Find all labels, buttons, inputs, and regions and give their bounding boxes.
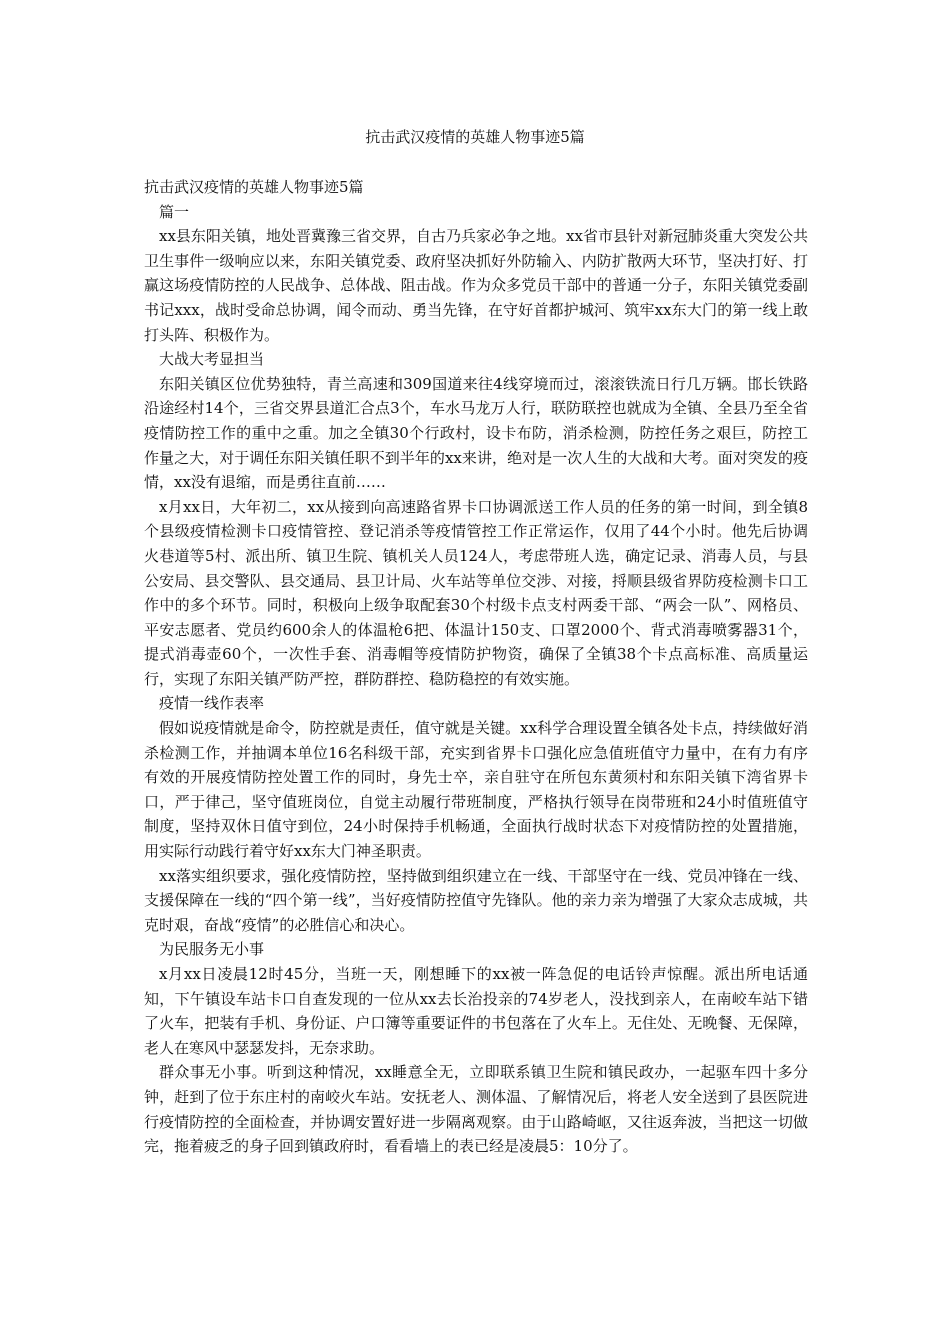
- paragraph: x月xx日，大年初二，xx从接到向高速路省界卡口协调派送工作人员的任务的第一时间，到全镇8个县级疫情检测卡口疫情管控、登记消杀等疫情管控工作正常运作，仅用了44个小时。他先后协调火巷道等5村、派出所、镇卫生院、镇机关人员124人，考虑带班人选，确定记录、消毒人员，与县公安局、县交警队、县交通局、县卫计局、火车站等单位交涉、对接，捋顺县级省界防疫检测卡口工作中的多个环节。同时，积极向上级争取配套30个村级卡点支村两委干部、“两会一队”、网格员、平安志愿者、党员约600余人的体温枪6把、体温计150支、口罩2000个、背式消毒喷雾器31个，提式消毒壶60个，一次性手套、消毒帽等疫情防护物资，确保了全镇38个卡点高标准、高质量运行，实现了东阳关镇严防严控，群防群控、稳防稳控的有效实施。: [144, 497, 808, 688]
- paragraph: 东阳关镇区位优势独特，青兰高速和309国道来往4线穿境而过，滚滚铁流日行几万辆。邯长铁路沿途经村14个，三省交界县道汇合点3个，车水马龙万人行，联防联控也就成为全镇、全县乃至全省疫情防控工作的重中之重。加之全镇30个行政村，设卡布防，消杀检测，防控任务之艰巨，防控工作量之大，对于调任东阳关镇任职不到半年的xx来讲，绝对是一次人生的大战和大考。面对突发的疫情，xx没有退缩，而是勇往直前……: [144, 374, 808, 492]
- paragraph: 假如说疫情就是命令，防控就是责任，值守就是关键。xx科学合理设置全镇各处卡点，持续做好消杀检测工作，并抽调本单位16名科级干部，充实到省界卡口强化应急值班值守力量中，在有力有序有效的开展疫情防控处置工作的同时，身先士卒，亲自驻守在所包东黄须村和东阳关镇下湾省界卡口，严于律己，坚守值班岗位，自觉主动履行带班制度，严格执行领导在岗带班和24小时值班值守制度，坚持双休日值守到位，24小时保持手机畅通，全面执行战时状态下对疫情防控的处置措施，用实际行动践行着守好xx东大门神圣职责。: [144, 719, 808, 861]
- section-heading: 疫情一线作表率: [159, 694, 265, 713]
- paragraph: x月xx日凌晨12时45分，当班一天，刚想睡下的xx被一阵急促的电话铃声惊醒。派出所电话通知，下午镇设车站卡口自查发现的一位从xx去长治投亲的74岁老人，没找到亲人，在南峧车站下错了火车，把装有手机、身份证、户口簿等重要证件的书包落在了火车上。无住处、无晚餐、无保障，老人在寒风中瑟瑟发抖，无奈求助。: [144, 965, 808, 1057]
- document-title: 抗击武汉疫情的英雄人物事迹5篇: [365, 128, 585, 146]
- document-subtitle: 抗击武汉疫情的英雄人物事迹5篇: [144, 178, 364, 196]
- section-heading: 篇一: [159, 202, 190, 221]
- section-heading: 为民服务无小事: [159, 940, 265, 959]
- paragraph: xx落实组织要求，强化疫情防控，坚持做到组织建立在一线、干部坚守在一线、党员冲锋在一线、支援保障在一线的“四个第一线”，当好疫情防控值守先锋队。他的亲力亲为增强了大家众志成城，共克时艰，奋战“疫情”的必胜信心和决心。: [144, 866, 808, 934]
- document-body: [144, 175, 808, 1159]
- section-heading: 大战大考显担当: [159, 350, 265, 369]
- paragraph: 群众事无小事。听到这种情况，xx睡意全无，立即联系镇卫生院和镇民政办，一起驱车四十多分钟，赶到了位于东庄村的南峧火车站。安抚老人、测体温、了解情况后，将老人安全送到了县医院进行疫情防控的全面检查，并协调安置好进一步隔离观察。由于山路崎岖，又往返奔波，当把这一切做完，拖着疲乏的身子回到镇政府时，看看墙上的表已经是凌晨5：10分了。: [144, 1063, 808, 1156]
- paragraph: xx县东阳关镇，地处晋冀豫三省交界，自古乃兵家必争之地。xx省市县针对新冠肺炎重大突发公共卫生事件一级响应以来，东阳关镇党委、政府坚决抓好外防输入、内防扩散两大环节，坚决打好、打赢这场疫情防控的人民战争、总体战、阻击战。作为众多党员干部中的普通一分子，东阳关镇党委副书记xxx，战时受命总协调，闻令而动、勇当先锋，在守好首都护城河、筑牢xx东大门的第一线上敢打头阵、积极作为。: [144, 227, 808, 344]
